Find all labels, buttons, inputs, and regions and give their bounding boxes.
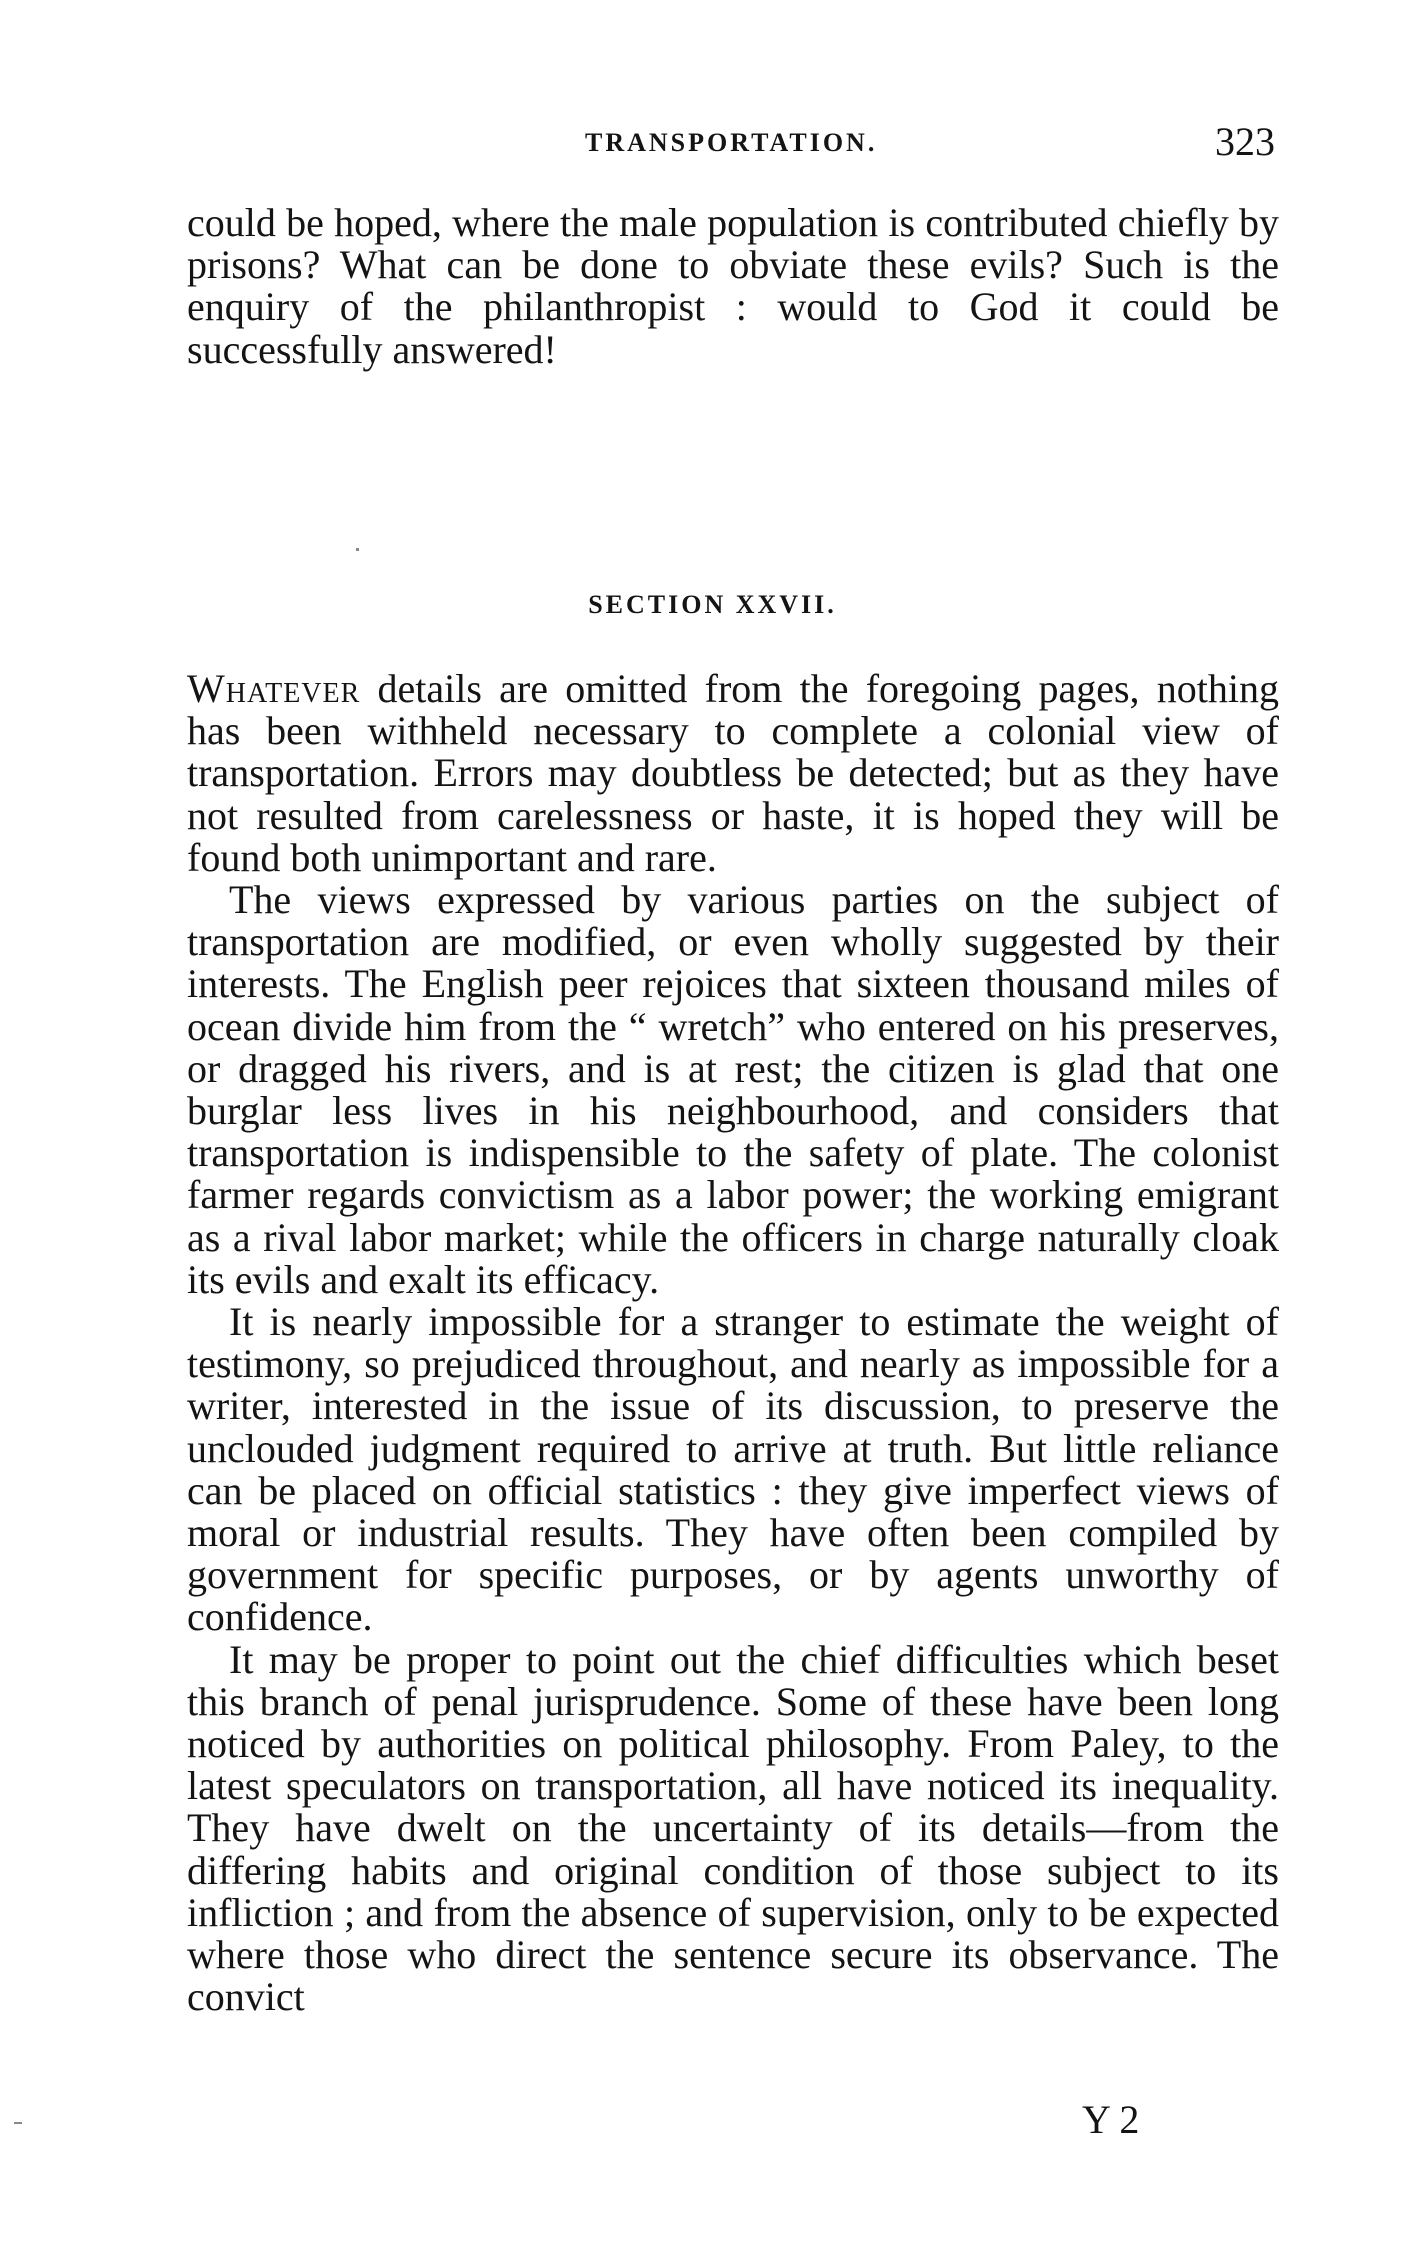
running-title: TRANSPORTATION. bbox=[585, 128, 878, 157]
page-number: 323 bbox=[1215, 119, 1275, 164]
print-speck bbox=[356, 548, 359, 551]
margin-mark bbox=[14, 2122, 22, 2124]
section-heading: SECTION XXVII. bbox=[588, 590, 837, 619]
continued-paragraph bbox=[187, 202, 1279, 371]
running-head bbox=[0, 118, 1425, 168]
intro-paragraph: could be hoped, where the male population is contributed chiefly by prisons? What can be done to obviate these evils? Such is the enquiry of the philanthropist : would to God it could be successfully answered! bbox=[187, 200, 1279, 372]
section-paragraph-2: The views expressed by various parties on the subject of transportation are modified, or even wholly suggested by their interests. The English peer rejoices that sixteen thousand miles of ocean divide him from the “ wretch” who entered on his preserves, or dragged his rivers, and is at rest; the citizen is glad that one burglar less lives in his neighbourhood, and considers that transportation is indispensible to the safety of plate. The colonist farmer regards convictism as a labor power; the working emigrant as a rival labor market; while the officers in charge naturally cloak its evils and exalt its efficacy. bbox=[187, 877, 1279, 1302]
signature-mark: Y 2 bbox=[1082, 2097, 1140, 2142]
paragraph-text: details are omitted from the foregoing pages, nothing has been withheld necessary to complete a colonial view of transportation. Errors may doubtless be detected; but as they have not resulted from carelessness or haste, it is hoped they will be found both unimportant and rare. bbox=[187, 666, 1279, 880]
section-body bbox=[187, 668, 1279, 2019]
section-paragraph-3: It is nearly impossible for a stranger to estimate the weight of testimony, so prejudiced throughout, and nearly as impossible for a writer, interested in the issue of its discussion, to preserve the unclouded judgment required to arrive at truth. But little reliance can be placed on official statistics : they give imperfect views of moral or industrial results. They have often been compiled by government for specific purposes, or by agents unworthy of confidence. bbox=[187, 1299, 1279, 1640]
section-paragraph-1 bbox=[187, 668, 1279, 879]
section-paragraph-4: It may be proper to point out the chief difficulties which beset this branch of penal jurisprudence. Some of these have been long noticed by authorities on political philosophy. From Paley, to the latest speculators on transportation, all have noticed its inequality. They have dwelt on the uncertainty of its details—from the differing habits and original condition of those subject to its infliction ; and from the absence of supervision, only to be expected where those who direct the sentence secure its observance. The convict bbox=[187, 1636, 1279, 2020]
opening-word: Whatever bbox=[187, 666, 361, 711]
